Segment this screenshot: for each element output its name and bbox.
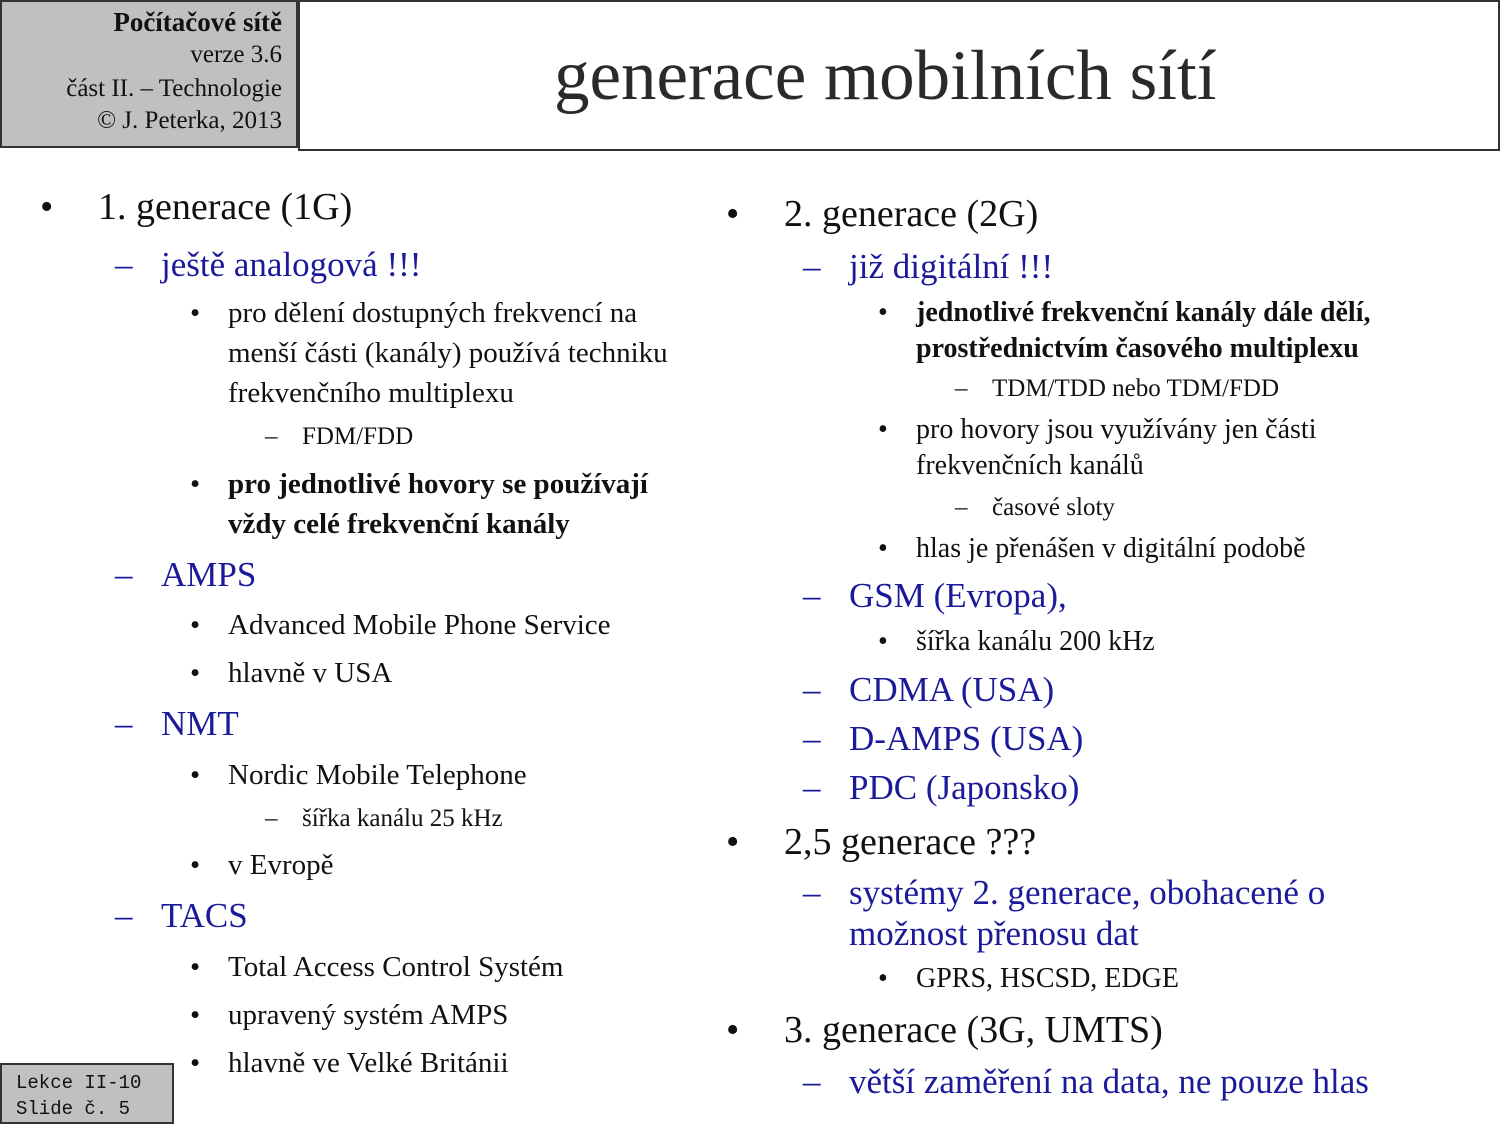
item-text: NMT <box>161 704 239 743</box>
bullet-marker: • <box>190 759 201 791</box>
bullet-marker: • <box>190 468 201 500</box>
item-text: Total Access Control Systém <box>228 951 564 983</box>
item-text: 3. generace (3G, UMTS) <box>784 1009 1163 1051</box>
item-text-continued: prostřednictvím časového multiplexu <box>916 333 1359 364</box>
item-text: časové sloty <box>992 494 1115 521</box>
dash-marker: – <box>115 245 133 284</box>
dash-marker: – <box>955 375 968 402</box>
item-text-continued: frekvenčního multiplexu <box>228 377 514 409</box>
item-text: TDM/TDD nebo TDM/FDD <box>992 375 1280 402</box>
lecture-label: Lekce II-10 <box>16 1072 142 1094</box>
item-text: TACS <box>161 896 248 935</box>
dash-marker: – <box>803 768 821 807</box>
item-text: hlavně ve Velké Británii <box>228 1047 509 1079</box>
item-text: pro jednotlivé hovory se používají <box>228 468 648 500</box>
item-text: v Evropě <box>228 849 334 881</box>
item-text: systémy 2. generace, obohacené o <box>849 873 1326 912</box>
bullet-marker: • <box>190 297 201 329</box>
bullet-marker: • <box>878 297 888 328</box>
item-text: šířka kanálu 200 kHz <box>916 626 1155 657</box>
dash-marker: – <box>803 576 821 615</box>
item-text: šířka kanálu 25 kHz <box>302 805 503 832</box>
dash-marker: – <box>265 805 278 832</box>
dash-marker: – <box>803 670 821 709</box>
item-text: AMPS <box>161 555 257 594</box>
course-version: verze 3.6 <box>190 41 282 68</box>
course-part: část II. – Technologie <box>66 75 282 102</box>
item-text: 2. generace (2G) <box>784 193 1039 235</box>
item-text-continued: možnost přenosu dat <box>849 914 1139 953</box>
item-text: GPRS, HSCSD, EDGE <box>916 963 1179 994</box>
bullet-marker: • <box>726 193 740 235</box>
item-text: Advanced Mobile Phone Service <box>228 609 611 641</box>
item-text: pro hovory jsou využívány jen části <box>916 414 1317 445</box>
item-text: 2,5 generace ??? <box>784 821 1037 863</box>
item-text: již digitální !!! <box>849 247 1054 286</box>
course-info-box <box>0 0 298 148</box>
item-text: hlas je přenášen v digitální podobě <box>916 533 1306 564</box>
dash-marker: – <box>265 423 278 450</box>
bullet-marker: • <box>726 821 740 863</box>
item-text: GSM (Evropa), <box>849 576 1067 615</box>
slide-label: Slide č. 5 <box>16 1098 131 1120</box>
item-text: ještě analogová !!! <box>161 245 422 284</box>
bullet-marker: • <box>190 999 201 1031</box>
item-text-continued: menší části (kanály) používá techniku <box>228 337 668 369</box>
bullet-marker: • <box>878 533 888 564</box>
slide-title: generace mobilních sítí <box>554 37 1217 115</box>
item-text: pro dělení dostupných frekvencí na <box>228 297 638 329</box>
bullet-marker: • <box>40 186 54 228</box>
item-text-continued: vždy celé frekvenční kanály <box>228 508 570 540</box>
bullet-marker: • <box>190 849 201 881</box>
dash-marker: – <box>803 873 821 912</box>
item-text: větší zaměření na data, ne pouze hlas <box>849 1062 1369 1101</box>
item-text: Nordic Mobile Telephone <box>228 759 527 791</box>
dash-marker: – <box>115 896 133 935</box>
bullet-marker: • <box>190 951 201 983</box>
dash-marker: – <box>115 704 133 743</box>
item-text: jednotlivé frekvenční kanály dále dělí, <box>916 297 1371 328</box>
dash-marker: – <box>803 247 821 286</box>
dash-marker: – <box>955 494 968 521</box>
bullet-marker: • <box>878 414 888 445</box>
bullet-marker: • <box>190 1047 201 1079</box>
slide-title-box <box>298 0 1500 151</box>
course-copyright: © J. Peterka, 2013 <box>97 107 282 134</box>
item-text: PDC (Japonsko) <box>849 768 1080 807</box>
item-text-continued: frekvenčních kanálů <box>916 450 1144 481</box>
item-text: D-AMPS (USA) <box>849 719 1084 758</box>
slide-number-box <box>0 1063 174 1124</box>
item-text: hlavně v USA <box>228 657 393 689</box>
bullet-marker: • <box>878 626 888 657</box>
bullet-marker: • <box>726 1009 740 1051</box>
item-text: CDMA (USA) <box>849 670 1055 709</box>
item-text: FDM/FDD <box>302 423 414 450</box>
dash-marker: – <box>803 719 821 758</box>
course-name: Počítačové sítě <box>113 7 282 37</box>
item-text: upravený systém AMPS <box>228 999 509 1031</box>
item-text: 1. generace (1G) <box>98 186 353 228</box>
bullet-marker: • <box>878 963 888 994</box>
bullet-marker: • <box>190 657 201 689</box>
dash-marker: – <box>115 555 133 594</box>
dash-marker: – <box>803 1062 821 1101</box>
bullet-marker: • <box>190 609 201 641</box>
